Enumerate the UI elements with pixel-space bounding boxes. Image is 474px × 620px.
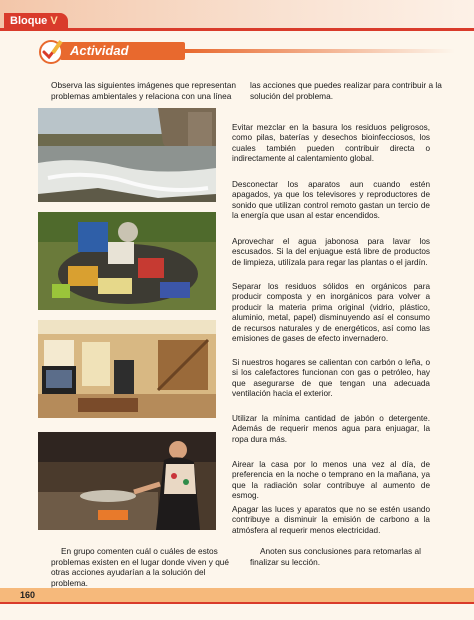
page-number: 160 [20, 590, 36, 600]
activity-header [36, 40, 456, 60]
action-item-2: Desconectar los aparatos aun cuando estén apagados, ya que los televisores y reproductores de sonido que utilizan control remoto gastan un tercio de la energía que usan al estar encendidos. [232, 180, 430, 221]
checkmark-pencil-icon [38, 38, 66, 64]
photo-living-room [38, 320, 216, 418]
action-item-3: Aprovechar el agua jabonosa para lavar los escusados. Si la del enjuague está libre de productos de limpieza, utilízala para regar las plantas o el jardín. [232, 237, 430, 267]
action-item-4: Separar los residuos sólidos en orgánicos para producir composta y en inorgánicos para volver a producir la materia prima original (vidrio, plástico, aluminio, metal, papel) disminuyendo así el consumo de recursos naturales y de energéticos, así como las emisiones de gases de efecto invernadero. [232, 282, 430, 344]
block-label: Bloque [10, 15, 48, 27]
closing-left-text: En grupo comenten cuál o cuáles de estos problemas existen en el lugar donde viven y qué otras acciones ayudarían a la solución del problema. [51, 546, 230, 588]
footer-band [0, 588, 474, 602]
block-tab [4, 13, 68, 29]
block-number: V [50, 15, 58, 27]
header-rule [0, 28, 474, 31]
photo-garbage-pile [38, 212, 216, 310]
photo-woman-cooking [38, 432, 216, 530]
action-item-5: Si nuestros hogares se calientan con carbón o leña, o si los calefactores funcionan con gas o petróleo, hay que asegurarse de que tengan una adecuada ventilación hacia el exterior. [232, 358, 430, 399]
activity-rule [185, 49, 455, 53]
intro-left-text: Observa las siguientes imágenes que representan problemas ambientales y relaciona con una línea [51, 80, 236, 101]
photo-polluted-river [38, 108, 216, 202]
action-item-1: Evitar mezclar en la basura los residuos peligrosos, como pilas, baterías y desechos bioinfecciosos, los cuales también pueden contribuir directa o indirectamente al calentamiento global. [232, 123, 430, 164]
action-item-7: Airear la casa por lo menos una vez al día, de preferencia en la noche o temprano en la mañana, ya que la radiación solar contribuye al aumento de esmog. [232, 460, 430, 501]
closing-right-text: Anoten sus conclusiones para retomarlas al finalizar su lección. [250, 546, 421, 567]
intro-right-text: las acciones que puedes realizar para contribuir a la solución del problema. [250, 80, 442, 101]
action-item-6: Utilizar la mínima cantidad de jabón o detergente. Además de requerir menos agua para enjuagar, la ropa dura más. [232, 414, 430, 444]
activity-title: Actividad [70, 43, 129, 58]
action-item-8: Apagar las luces y aparatos que no se estén usando contribuye a disminuir la emisión de carbono a la atmósfera al requerir menos electricidad. [232, 505, 430, 535]
footer-rule [0, 602, 474, 604]
header-band [0, 0, 474, 28]
